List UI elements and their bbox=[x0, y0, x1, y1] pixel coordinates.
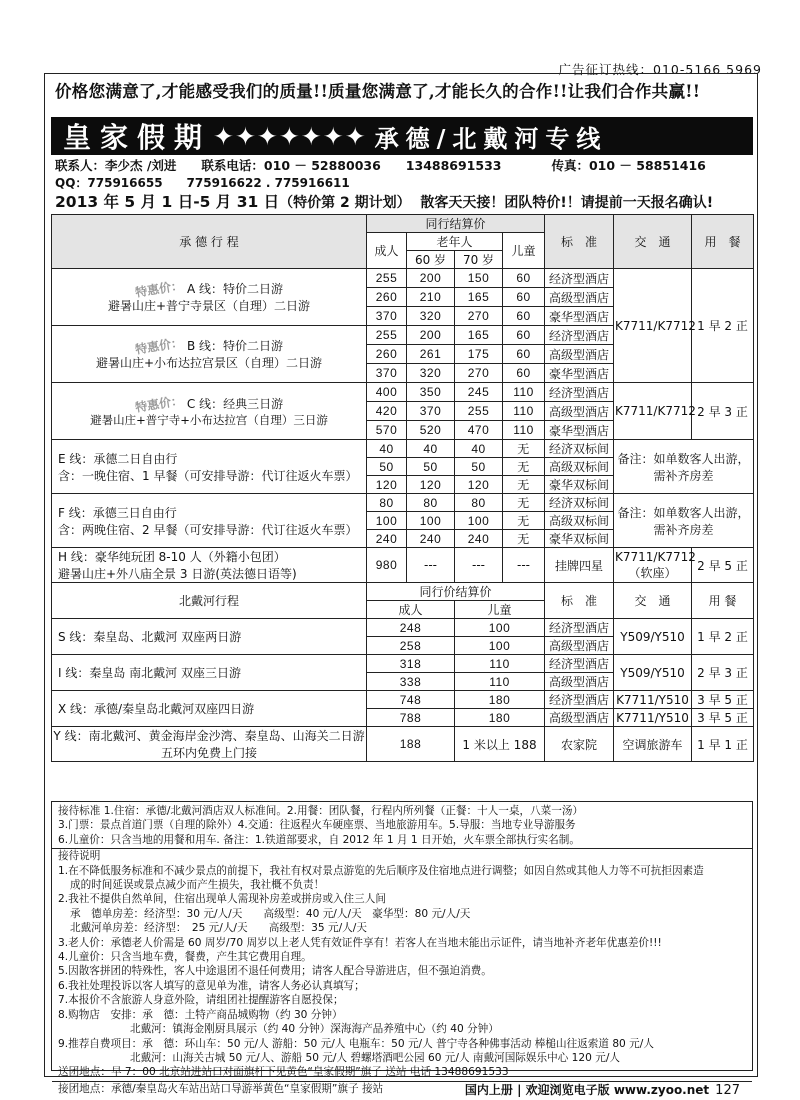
price-cell: 188 bbox=[367, 727, 455, 762]
note-line: 1.在不降低服务标准和不减少景点的前提下，我社有权对景点游览的先后顺序及住宿地点进行调整；如因自然或其他人力等不可抗拒因素造 bbox=[58, 864, 704, 877]
price-cell: 420 bbox=[367, 402, 407, 421]
route-b-name: B 线：特价二日游 bbox=[186, 339, 284, 353]
price-cell: 120 bbox=[455, 476, 503, 494]
age60-header: 60 岁 bbox=[407, 251, 455, 269]
price-cell: 210 bbox=[407, 288, 455, 307]
route-f-name: F 线：承德三日自由行 bbox=[58, 505, 177, 520]
route-b bbox=[52, 326, 367, 383]
date-plan: （特价第 2 期计划） bbox=[279, 195, 411, 211]
std-cell: 高级型酒店 bbox=[545, 709, 614, 727]
std-cell: 高级型酒店 bbox=[545, 288, 614, 307]
note-line: 备注：如单数客人出游， bbox=[617, 505, 750, 520]
price-cell: 788 bbox=[367, 709, 455, 727]
price-cell: 无 bbox=[503, 512, 545, 530]
route-title: 承德/北戴河专线 bbox=[374, 123, 608, 153]
stamp: 特惠价： bbox=[134, 278, 184, 300]
route-e-name: E 线：承德二日自由行 bbox=[58, 451, 178, 466]
price-cell: 100 bbox=[407, 512, 455, 530]
table-row bbox=[52, 269, 754, 288]
page-number: 127 bbox=[715, 1083, 740, 1098]
std-cell: 豪华双标间 bbox=[545, 530, 614, 548]
price-cell: 175 bbox=[455, 345, 503, 364]
price-cell: 120 bbox=[367, 476, 407, 494]
std-cell: 豪华型酒店 bbox=[545, 307, 614, 326]
bdh-adult-header: 成人 bbox=[367, 601, 455, 619]
price-cell: 110 bbox=[503, 421, 545, 440]
price-cell: 无 bbox=[503, 458, 545, 476]
stamp: 特惠价： bbox=[134, 335, 184, 357]
price-cell: 150 bbox=[455, 269, 503, 288]
std-cell: 高级双标间 bbox=[545, 512, 614, 530]
price-cell: 165 bbox=[455, 326, 503, 345]
meal-cell: 3 早 5 正 bbox=[692, 709, 754, 727]
route-y-name: Y 线：南北戴河、黄金海岸金沙湾、秦皇岛、山海关二日游 bbox=[53, 729, 365, 743]
meal-c: 2 早 3 正 bbox=[692, 383, 754, 440]
traffic-ab: K7711/K7712 bbox=[614, 269, 692, 383]
note-line: 需补齐房差 bbox=[653, 522, 714, 537]
qq-line: QQ：775916655 775916622 . 775916611 bbox=[55, 176, 350, 190]
price-cell: 无 bbox=[503, 440, 545, 458]
std-cell: 经济双标间 bbox=[545, 494, 614, 512]
price-cell: 60 bbox=[503, 288, 545, 307]
note-line: 需补齐房差 bbox=[653, 468, 714, 483]
route-y-pickup: 五环内免费上门接 bbox=[160, 746, 257, 760]
route-b-desc: 避暑山庄+小布达拉宫景区（自理）二日游 bbox=[95, 356, 323, 370]
price-cell: 245 bbox=[455, 383, 503, 402]
group-price-header: 同行结算价 bbox=[367, 215, 545, 233]
note-line: 北戴河：镇海金刚厨具展示（约 40 分钟）深海海产品养殖中心（约 40 分钟） bbox=[130, 1023, 499, 1036]
price-cell: 240 bbox=[367, 530, 407, 548]
std-cell: 高级型酒店 bbox=[545, 402, 614, 421]
price-cell: 100 bbox=[455, 637, 545, 655]
chengde-title: 承 德 行 程 bbox=[52, 215, 367, 269]
route-a-desc: 避暑山庄+普宁寺景区（自理）二日游 bbox=[107, 299, 311, 313]
table-row bbox=[52, 548, 754, 583]
note-line: 3.门票：景点首道门票（自理的除外）4.交通：往返程火车硬座票、当地旅游用车。5.导服：当地专业导游服务 bbox=[58, 819, 576, 832]
brand-banner bbox=[51, 117, 753, 155]
table-row bbox=[52, 619, 754, 637]
traffic-line: K7711/K7712 bbox=[615, 549, 696, 564]
price-cell: 400 bbox=[367, 383, 407, 402]
price-cell: 255 bbox=[455, 402, 503, 421]
std-cell: 高级型酒店 bbox=[545, 673, 614, 691]
price-cell: 470 bbox=[455, 421, 503, 440]
bdh-title: 北戴河行程 bbox=[52, 583, 367, 619]
price-cell: 748 bbox=[367, 691, 455, 709]
meal-ab: 1 早 2 正 bbox=[692, 269, 754, 383]
route-x-name: X 线：承德/秦皇岛北戴河双座四日游 bbox=[52, 691, 367, 727]
note-line: 2.我社不提供自然单间，住宿出现单人需现补房差或拼房或入住三人间 bbox=[58, 893, 386, 906]
price-cell: 370 bbox=[367, 364, 407, 383]
meal-cell: 1 早 1 正 bbox=[692, 727, 754, 762]
price-cell: 110 bbox=[455, 655, 545, 673]
price-cell: 40 bbox=[407, 440, 455, 458]
senior-header: 老年人 bbox=[407, 233, 503, 251]
route-c-desc: 避暑山庄+普宁寺+小布达拉宫（自理）三日游 bbox=[90, 412, 328, 427]
price-cell: 无 bbox=[503, 494, 545, 512]
meal-i: 2 早 3 正 bbox=[692, 655, 754, 691]
price-cell: 258 bbox=[367, 637, 455, 655]
std-cell: 高级型酒店 bbox=[545, 637, 614, 655]
price-cell: 570 bbox=[367, 421, 407, 440]
price-cell: 无 bbox=[503, 476, 545, 494]
std-cell: 豪华型酒店 bbox=[545, 421, 614, 440]
star-icons: ✦✦✦✦✦✦✦ bbox=[213, 121, 367, 151]
price-cell: 200 bbox=[407, 326, 455, 345]
adult-header: 成人 bbox=[367, 233, 407, 269]
dash-cell: --- bbox=[503, 548, 545, 583]
price-cell: 60 bbox=[503, 269, 545, 288]
price-cell: 60 bbox=[503, 307, 545, 326]
route-c-name: C 线：经典三日游 bbox=[186, 396, 284, 411]
traffic-line: （软座） bbox=[628, 565, 677, 580]
price-cell: 100 bbox=[455, 512, 503, 530]
route-f-note bbox=[614, 494, 754, 548]
price-cell: 200 bbox=[407, 269, 455, 288]
price-cell: 80 bbox=[407, 494, 455, 512]
bdh-std-header: 标 准 bbox=[545, 583, 614, 619]
price-cell: 240 bbox=[407, 530, 455, 548]
price-cell: 120 bbox=[407, 476, 455, 494]
route-i-name: I 线：秦皇岛 南北戴河 双座三日游 bbox=[52, 655, 367, 691]
price-cell: 338 bbox=[367, 673, 455, 691]
bdh-traffic-header: 交 通 bbox=[614, 583, 692, 619]
meal-cell: 3 早 5 正 bbox=[692, 691, 754, 709]
traffic-h bbox=[614, 548, 696, 583]
date-tagline: 散客天天接！团队特价!！请提前一天报名确认! bbox=[420, 195, 714, 211]
price-cell: 60 bbox=[503, 345, 545, 364]
price-cell: 180 bbox=[455, 691, 545, 709]
price-cell: 50 bbox=[367, 458, 407, 476]
route-a bbox=[52, 269, 367, 326]
note-line: 备注：如单数客人出游， bbox=[617, 451, 750, 466]
page-footer bbox=[465, 1081, 740, 1098]
std-cell: 经济型酒店 bbox=[545, 655, 614, 673]
table-row bbox=[52, 494, 754, 512]
std-cell: 高级双标间 bbox=[545, 458, 614, 476]
table-row bbox=[52, 383, 754, 402]
note-line: 4.儿童价：只含当地车费，餐费，产生其它费用自理。 bbox=[58, 951, 312, 964]
route-y bbox=[52, 727, 367, 762]
age70-header: 70 岁 bbox=[455, 251, 503, 269]
meal-h: 2 早 5 正 bbox=[692, 548, 754, 583]
dash-cell: --- bbox=[407, 548, 455, 583]
std-cell: 豪华型酒店 bbox=[545, 364, 614, 383]
note-line: 接待标准 1.住宿：承德/北戴河酒店双人标准间。2.用餐：团队餐，行程内所列餐（正餐：十人一桌，八菜一汤） bbox=[58, 805, 584, 817]
notes-heading: 接待说明 bbox=[58, 850, 101, 863]
bdh-meal-header: 用 餐 bbox=[692, 583, 754, 619]
footer-text: 国内上册 | 欢迎浏览电子版 www.zyoo.net bbox=[464, 1083, 710, 1097]
note-line: 6.我社处理投诉以客人填写的意见单为准，请客人务必认真填写； bbox=[58, 979, 365, 992]
route-a-name: A 线：特价二日游 bbox=[186, 282, 284, 296]
std-cell: 经济型酒店 bbox=[545, 383, 614, 402]
note-line: 成的时间延误或景点减少而产生损失，我社概不负责！ bbox=[70, 879, 325, 892]
table-row bbox=[52, 691, 754, 709]
price-cell: 165 bbox=[455, 288, 503, 307]
price-cell: 270 bbox=[455, 364, 503, 383]
price-cell: 40 bbox=[455, 440, 503, 458]
price-cell: 260 bbox=[367, 288, 407, 307]
price-cell: 80 bbox=[367, 494, 407, 512]
std-cell: 经济型酒店 bbox=[545, 269, 614, 288]
std-cell: 经济双标间 bbox=[545, 440, 614, 458]
note-line: 6.儿童价：只含当地的用餐和用车. 备注：1.铁道部要求，自 2012 年 1 月 1 日开始，火车票全部执行实名制。 bbox=[58, 833, 580, 846]
traffic-i: Y509/Y510 bbox=[614, 655, 692, 691]
meal-header: 用 餐 bbox=[692, 215, 754, 269]
price-cell: 318 bbox=[367, 655, 455, 673]
brand-name: 皇家假期 bbox=[63, 121, 212, 154]
price-cell: 50 bbox=[455, 458, 503, 476]
std-cell: 经济型酒店 bbox=[545, 619, 614, 637]
price-cell: 320 bbox=[407, 307, 455, 326]
note-line: 北戴河单房差：经济型： 25 元/人/天 高级型：35 元/人/天 bbox=[70, 922, 367, 935]
price-cell: 180 bbox=[455, 709, 545, 727]
price-cell: 255 bbox=[367, 269, 407, 288]
table-row bbox=[52, 440, 754, 458]
traffic-cell: K7711/Y510 bbox=[614, 709, 692, 727]
stamp: 特惠价： bbox=[134, 392, 184, 415]
bdh-child-header: 儿童 bbox=[455, 601, 545, 619]
price-cell: 110 bbox=[503, 402, 545, 421]
slogan: 价格您满意了,才能感受我们的质量!!质量您满意了,才能长久的合作!!让我们合作共赢!! bbox=[55, 82, 701, 101]
table-row bbox=[52, 727, 754, 762]
price-cell: 320 bbox=[407, 364, 455, 383]
traffic-cell: K7711/Y510 bbox=[614, 691, 692, 709]
route-s-name: S 线：秦皇岛、北戴河 双座两日游 bbox=[52, 619, 367, 655]
price-cell: 无 bbox=[503, 530, 545, 548]
note-line: 北戴河：山海关古城 50 元/人、游船 50 元/人 碧螺塔酒吧公园 60 元/人 南戴河国际娱乐中心 120 元/人 bbox=[130, 1051, 620, 1064]
price-cell: 80 bbox=[455, 494, 503, 512]
price-cell: 110 bbox=[455, 673, 545, 691]
price-cell: 100 bbox=[367, 512, 407, 530]
traffic-c: K7711/K7712 bbox=[614, 383, 692, 440]
price-cell: 370 bbox=[367, 307, 407, 326]
route-e-desc: 含：一晚住宿、1 早餐（可安排导游：代订往返火车票） bbox=[58, 468, 358, 483]
note-line: 3.老人价：承德老人价需是 60 周岁/70 周岁以上老人凭有效证件享有！若客人在当地未能出示证件，请当地补齐老年优惠差价!!! bbox=[58, 936, 662, 949]
route-c bbox=[52, 383, 367, 440]
traffic-s: Y509/Y510 bbox=[614, 619, 692, 655]
child-header: 儿童 bbox=[503, 233, 545, 269]
traffic-header: 交 通 bbox=[614, 215, 692, 269]
note-line: 9.推荐自费项目：承 德：环山车：50 元/人 游船：50 元/人 电瓶车：50 元/人 普宁寺各种佛事活动 棒槌山往返索道 80 元/人 bbox=[58, 1037, 654, 1050]
note-line: 承 德单房差：经济型：30 元/人/天 高级型：40 元/人/天 豪华型：80 元/人/天 bbox=[70, 907, 471, 920]
std-cell: 挂牌四星 bbox=[545, 548, 614, 583]
price-cell: 50 bbox=[407, 458, 455, 476]
route-h-desc: 避暑山庄+外八庙全景 3 日游(英法德日语等) bbox=[58, 567, 297, 581]
dash-cell: --- bbox=[455, 548, 503, 583]
traffic-cell: 空调旅游车 bbox=[614, 727, 692, 762]
date-line bbox=[55, 192, 713, 213]
date-period: 2013 年 5 月 1 日-5 月 31 日 bbox=[55, 193, 280, 211]
std-cell: 高级型酒店 bbox=[545, 345, 614, 364]
price-cell: 270 bbox=[455, 307, 503, 326]
note-line: 7.本报价不含旅游人身意外险，请组团社提醒游客自愿投保； bbox=[58, 994, 344, 1007]
route-h bbox=[52, 548, 367, 583]
route-f bbox=[52, 494, 367, 548]
price-cell: 110 bbox=[503, 383, 545, 402]
route-e bbox=[52, 440, 367, 494]
price-cell: 260 bbox=[367, 345, 407, 364]
price-cell: 60 bbox=[503, 364, 545, 383]
ad-hotline: 广告征订热线：010-5166 5969 bbox=[558, 62, 762, 77]
contact-line: 联系人：李少杰 /刘进 联系电话：010 － 52880036 13488691533 传真：010 － 58851416 bbox=[55, 158, 706, 173]
std-header: 标 准 bbox=[545, 215, 614, 269]
std-cell: 经济型酒店 bbox=[545, 326, 614, 345]
route-e-note bbox=[614, 440, 754, 494]
price-cell: 100 bbox=[455, 619, 545, 637]
route-h-name: H 线：豪华纯玩团 8-10 人（外籍小包团） bbox=[58, 550, 286, 564]
price-cell: 40 bbox=[367, 440, 407, 458]
note-line: 送团地点：早 7：00 北京站进站口对面旗杆下见黄色“皇家假期”旗子 送站 电话 13488691533 bbox=[58, 1066, 509, 1079]
price-cell: 261 bbox=[407, 345, 455, 364]
price-cell: 255 bbox=[367, 326, 407, 345]
route-f-desc: 含：两晚住宿、2 早餐（可安排导游：代订往返火车票） bbox=[58, 522, 358, 537]
note-line: 8.购物店 安排：承 德：土特产商品城购物（约 30 分钟） bbox=[58, 1008, 343, 1021]
note-line: 5.因散客拼团的特殊性，客人中途退团不退任何费用；请客人配合导游进店，但不强迫消费。 bbox=[58, 965, 492, 978]
price-cell: 520 bbox=[407, 421, 455, 440]
price-cell: 350 bbox=[407, 383, 455, 402]
bdh-group-price-header: 同行价结算价 bbox=[367, 583, 545, 601]
std-cell: 农家院 bbox=[545, 727, 614, 762]
std-cell: 豪华双标间 bbox=[545, 476, 614, 494]
price-cell: 240 bbox=[455, 530, 503, 548]
price-cell: 60 bbox=[503, 326, 545, 345]
price-cell: 980 bbox=[367, 548, 407, 583]
std-cell: 经济型酒店 bbox=[545, 691, 614, 709]
price-cell: 248 bbox=[367, 619, 455, 637]
meal-s: 1 早 2 正 bbox=[692, 619, 754, 655]
price-table bbox=[51, 214, 754, 762]
price-cell: 1 米以上 188 bbox=[455, 727, 545, 762]
note-line: 接团地点：承德/秦皇岛火车站出站口导游举黄色“皇家假期”旗子 接站 bbox=[58, 1082, 384, 1095]
price-cell: 370 bbox=[407, 402, 455, 421]
table-row bbox=[52, 655, 754, 673]
